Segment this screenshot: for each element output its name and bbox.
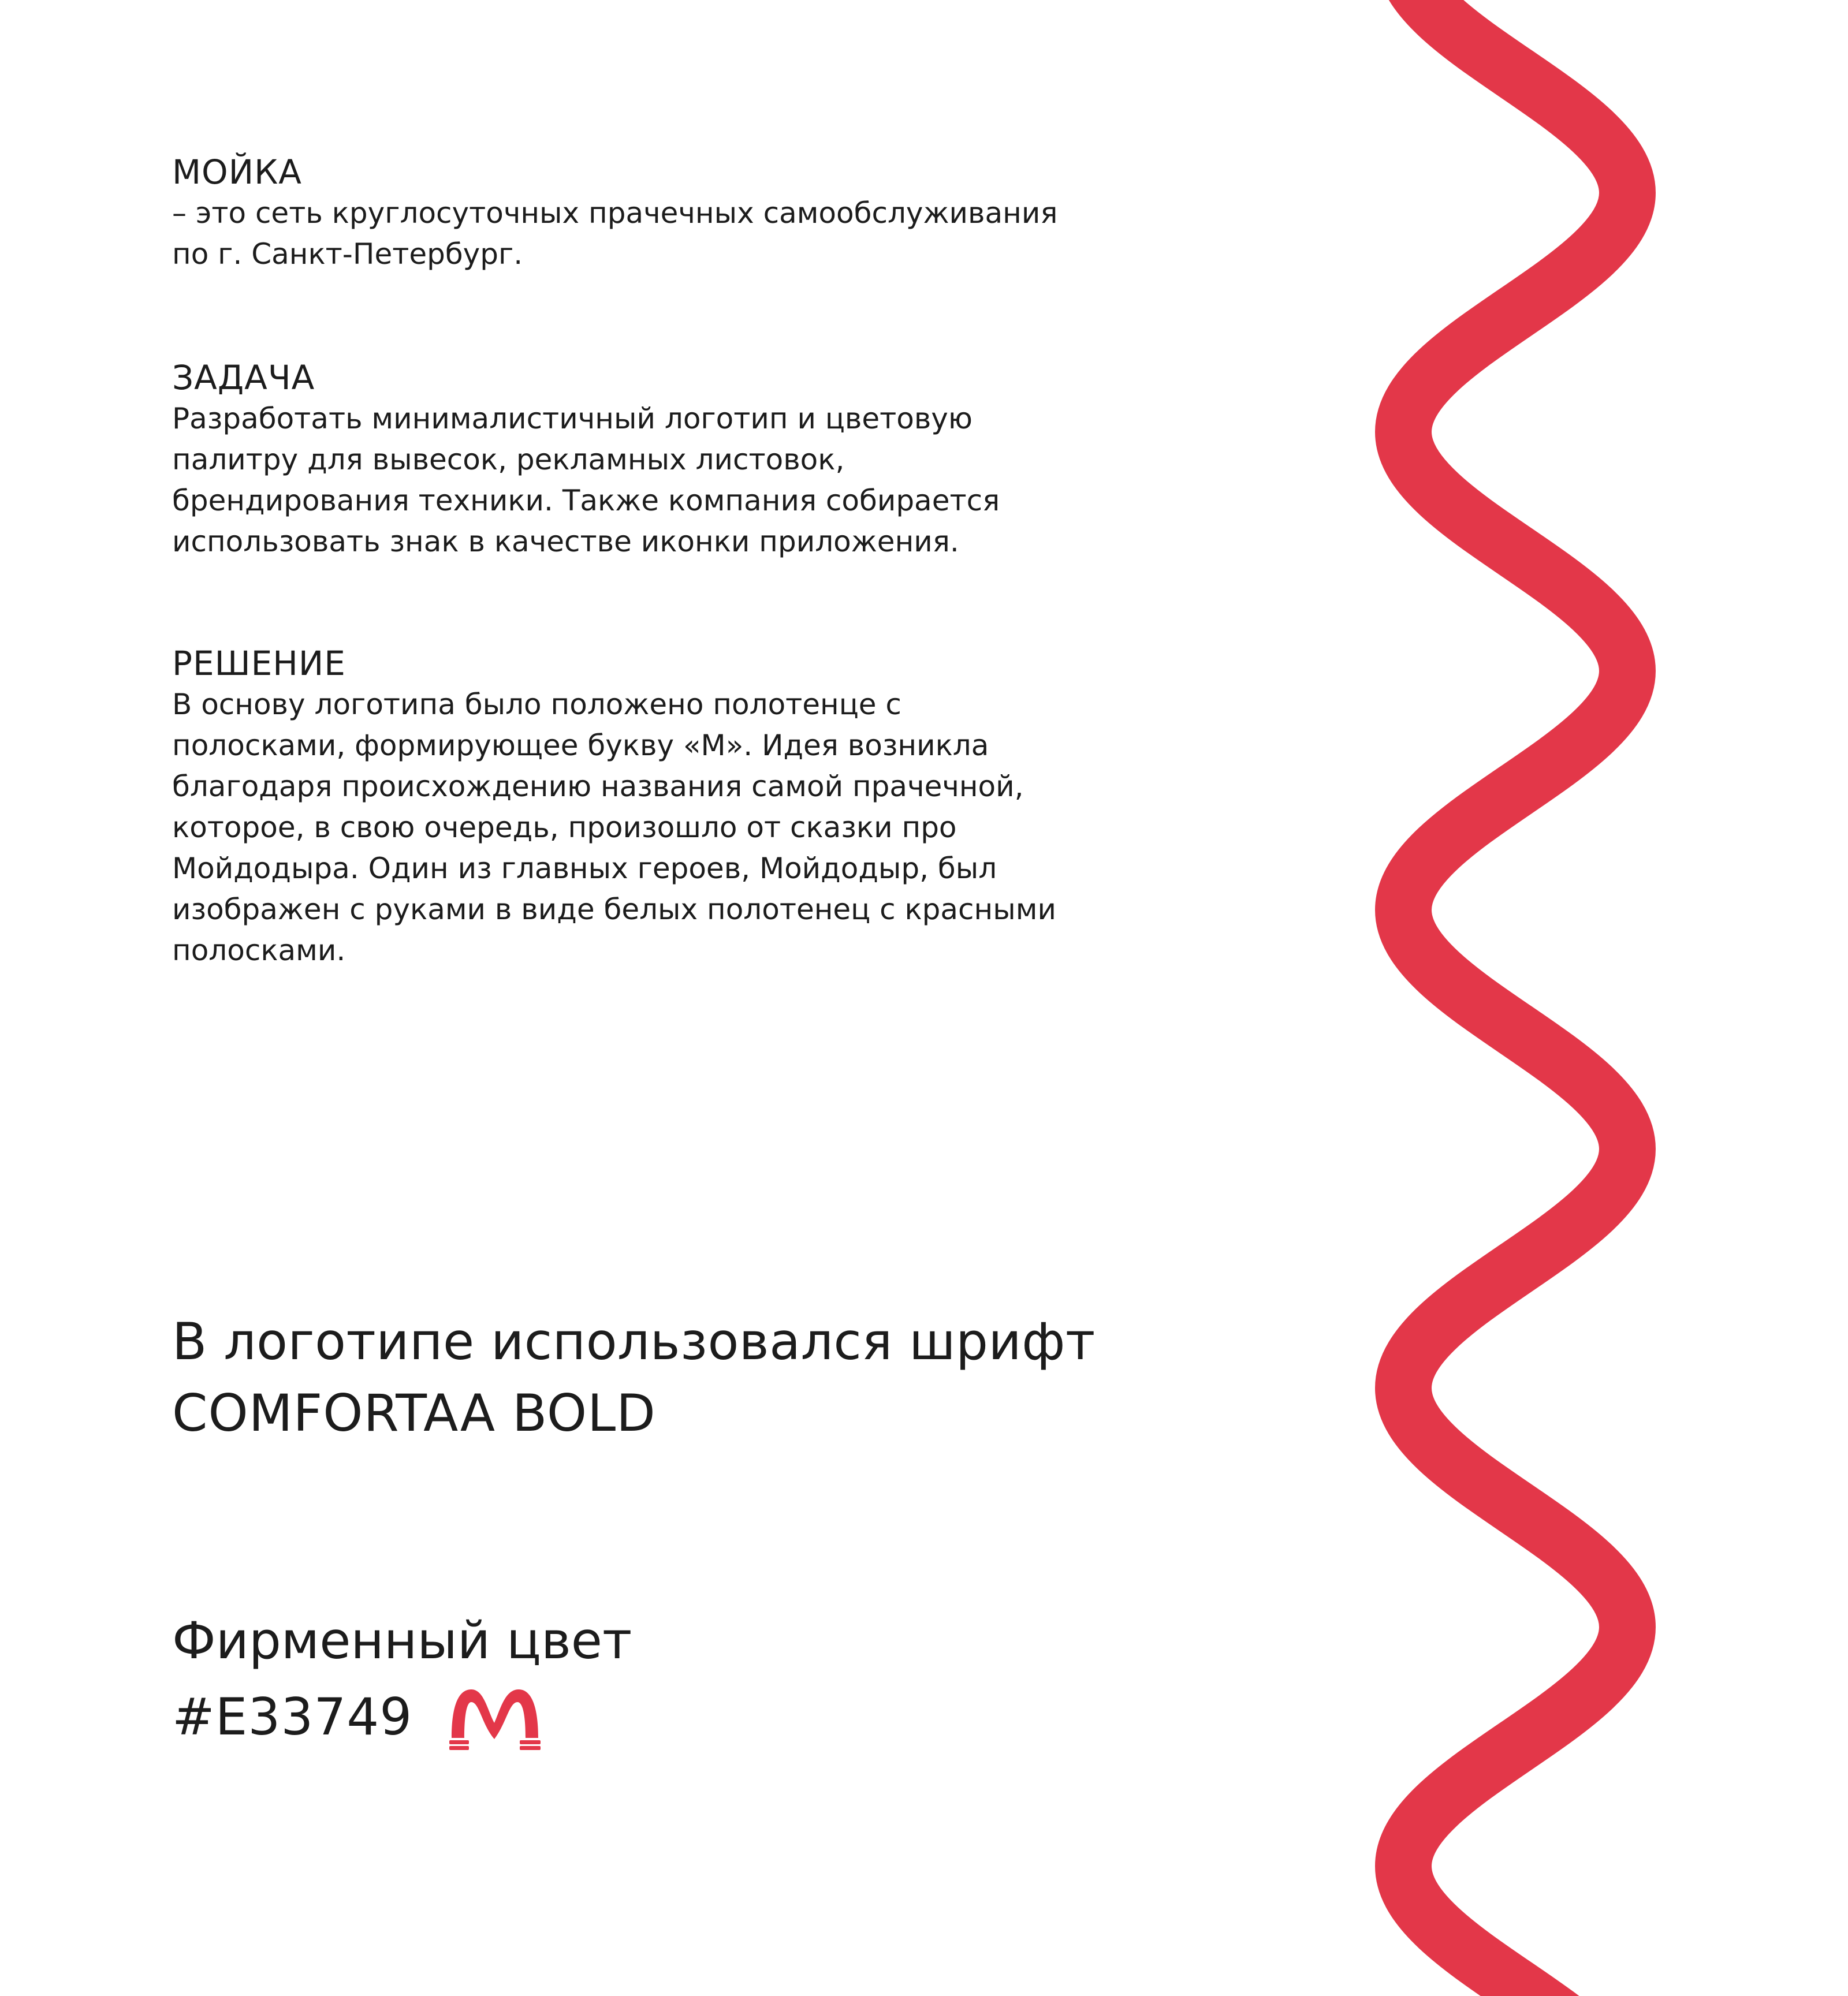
task-text: Разработать минималистичный логотип и цветовую палитру для вывесок, рекламных листовок, брендирования техники. Также компания собирается использовать знак в качестве иконки приложения. [172, 402, 1000, 558]
brand-color-label: Фирменный цвет [172, 1611, 632, 1670]
brand-color-hex: #E33749 [172, 1687, 413, 1747]
task-section [172, 357, 1246, 562]
about-section [172, 151, 1246, 275]
solution-title: РЕШЕНИЕ [172, 644, 346, 683]
solution-text: В основу логотипа было положено полотенце с полосками, формирующее букву «М». Идея возникла благодаря происхождению названия самой прачечной, которое, в свою очередь, произошло от сказки про Мойдодыра. Один из главных героев, Мойдодыр, был изображен с руками в виде белых полотенец с красными полосками. [172, 688, 1056, 967]
font-info [172, 1306, 1269, 1449]
font-info-line: В логотипе использовался шрифт [172, 1312, 1096, 1371]
task-title: ЗАДАЧА [172, 358, 315, 397]
brand-color-block [172, 1606, 981, 1752]
brand-color-row [172, 1682, 981, 1752]
towel-m-logo-icon [446, 1682, 544, 1752]
wave-stripe-icon [1363, 0, 1675, 1996]
about-text: – это сеть круглосуточных прачечных самообслуживания по г. Санкт-Петербург. [172, 196, 1058, 271]
about-title: МОЙКА [172, 152, 302, 192]
solution-section [172, 643, 1246, 971]
font-name: COMFORTAA BOLD [172, 1383, 656, 1443]
